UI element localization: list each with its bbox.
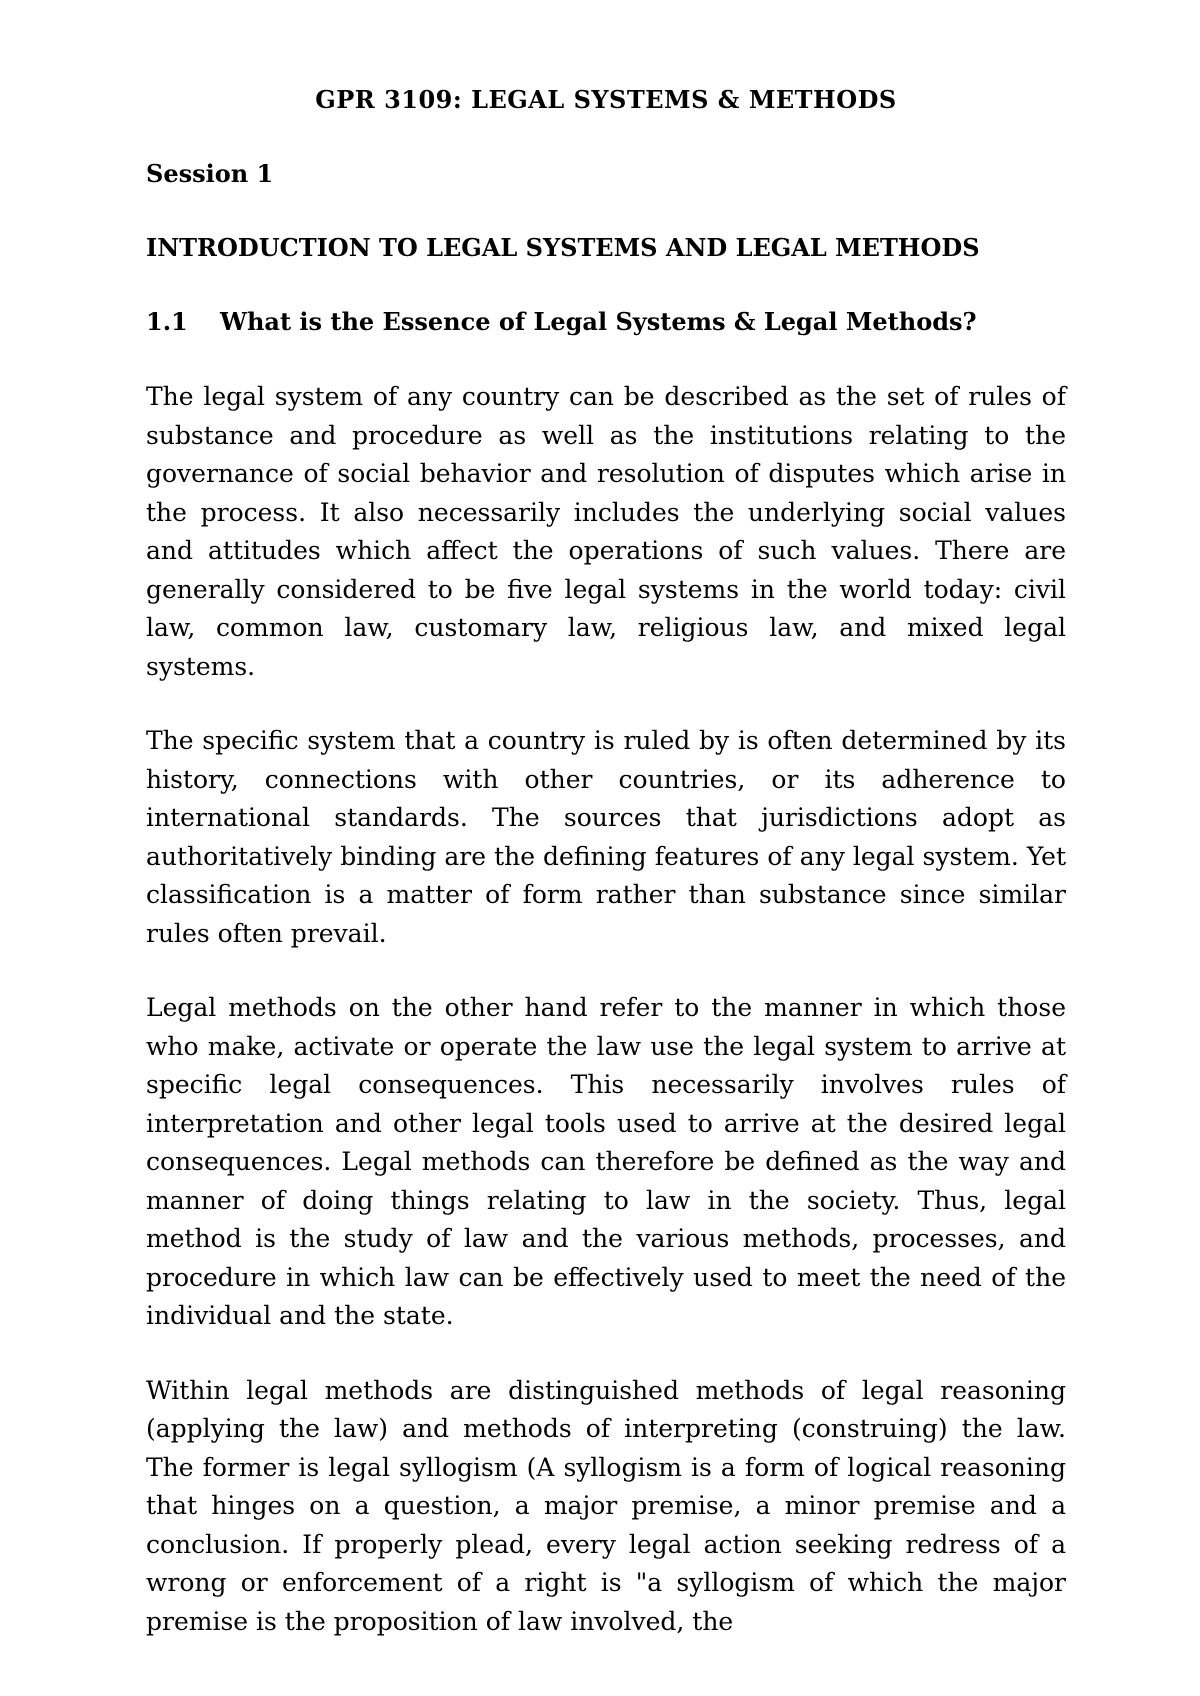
course-title: GPR 3109: LEGAL SYSTEMS & METHODS — [315, 85, 897, 114]
body-paragraph: Legal methods on the other hand refer to the manner in which those who make, activate or operate the law use the legal system to arrive at specific legal consequences. This necessarily involves rules of interpretation and other legal tools used to arrive at the desired legal consequences. Legal methods can therefore be defined as the way and manner of doing things relating to law in the society. Thus, legal method is the study of law and the various methods, processes, and procedure in which law can be effectively used to meet the need of the individual and the state. — [146, 993, 1066, 1330]
session-label: Session 1 — [146, 159, 274, 188]
body-paragraph: The specific system that a country is ruled by is often determined by its history, connections with other countries, or its adherence to international standards. The sources that jurisdictions adopt as authoritatively binding are the defining features of any legal system. Yet classification is a matter of form rather than substance since similar rules often prevail. — [146, 726, 1066, 948]
body-paragraph: Within legal methods are distinguished methods of legal reasoning (applying the law) and methods of interpreting (construing) the law. The former is legal syllogism (A syllogism is a form of logical reasoning that hinges on a question, a major premise, a minor premise and a conclusion. If properly plead, every legal action seeking redress of a wrong or enforcement of a right is "a syllogism of which the major premise is the proposition of law involved, the — [146, 1375, 1066, 1636]
document-page — [146, 80, 1066, 1641]
section-heading — [146, 302, 1066, 342]
chapter-heading: INTRODUCTION TO LEGAL SYSTEMS AND LEGAL METHODS — [146, 233, 980, 262]
section-number: 1.1 — [146, 307, 188, 336]
section-title: What is the Essence of Legal Systems & Legal Methods? — [220, 307, 977, 336]
body-paragraph: The legal system of any country can be described as the set of rules of substance and procedure as well as the institutions relating to the governance of social behavior and resolution of disputes which arise in the process. It also necessarily includes the underlying social values and attitudes which affect the operations of such values. There are generally considered to be five legal systems in the world today: civil law, common law, customary law, religious law, and mixed legal systems. — [146, 382, 1066, 681]
